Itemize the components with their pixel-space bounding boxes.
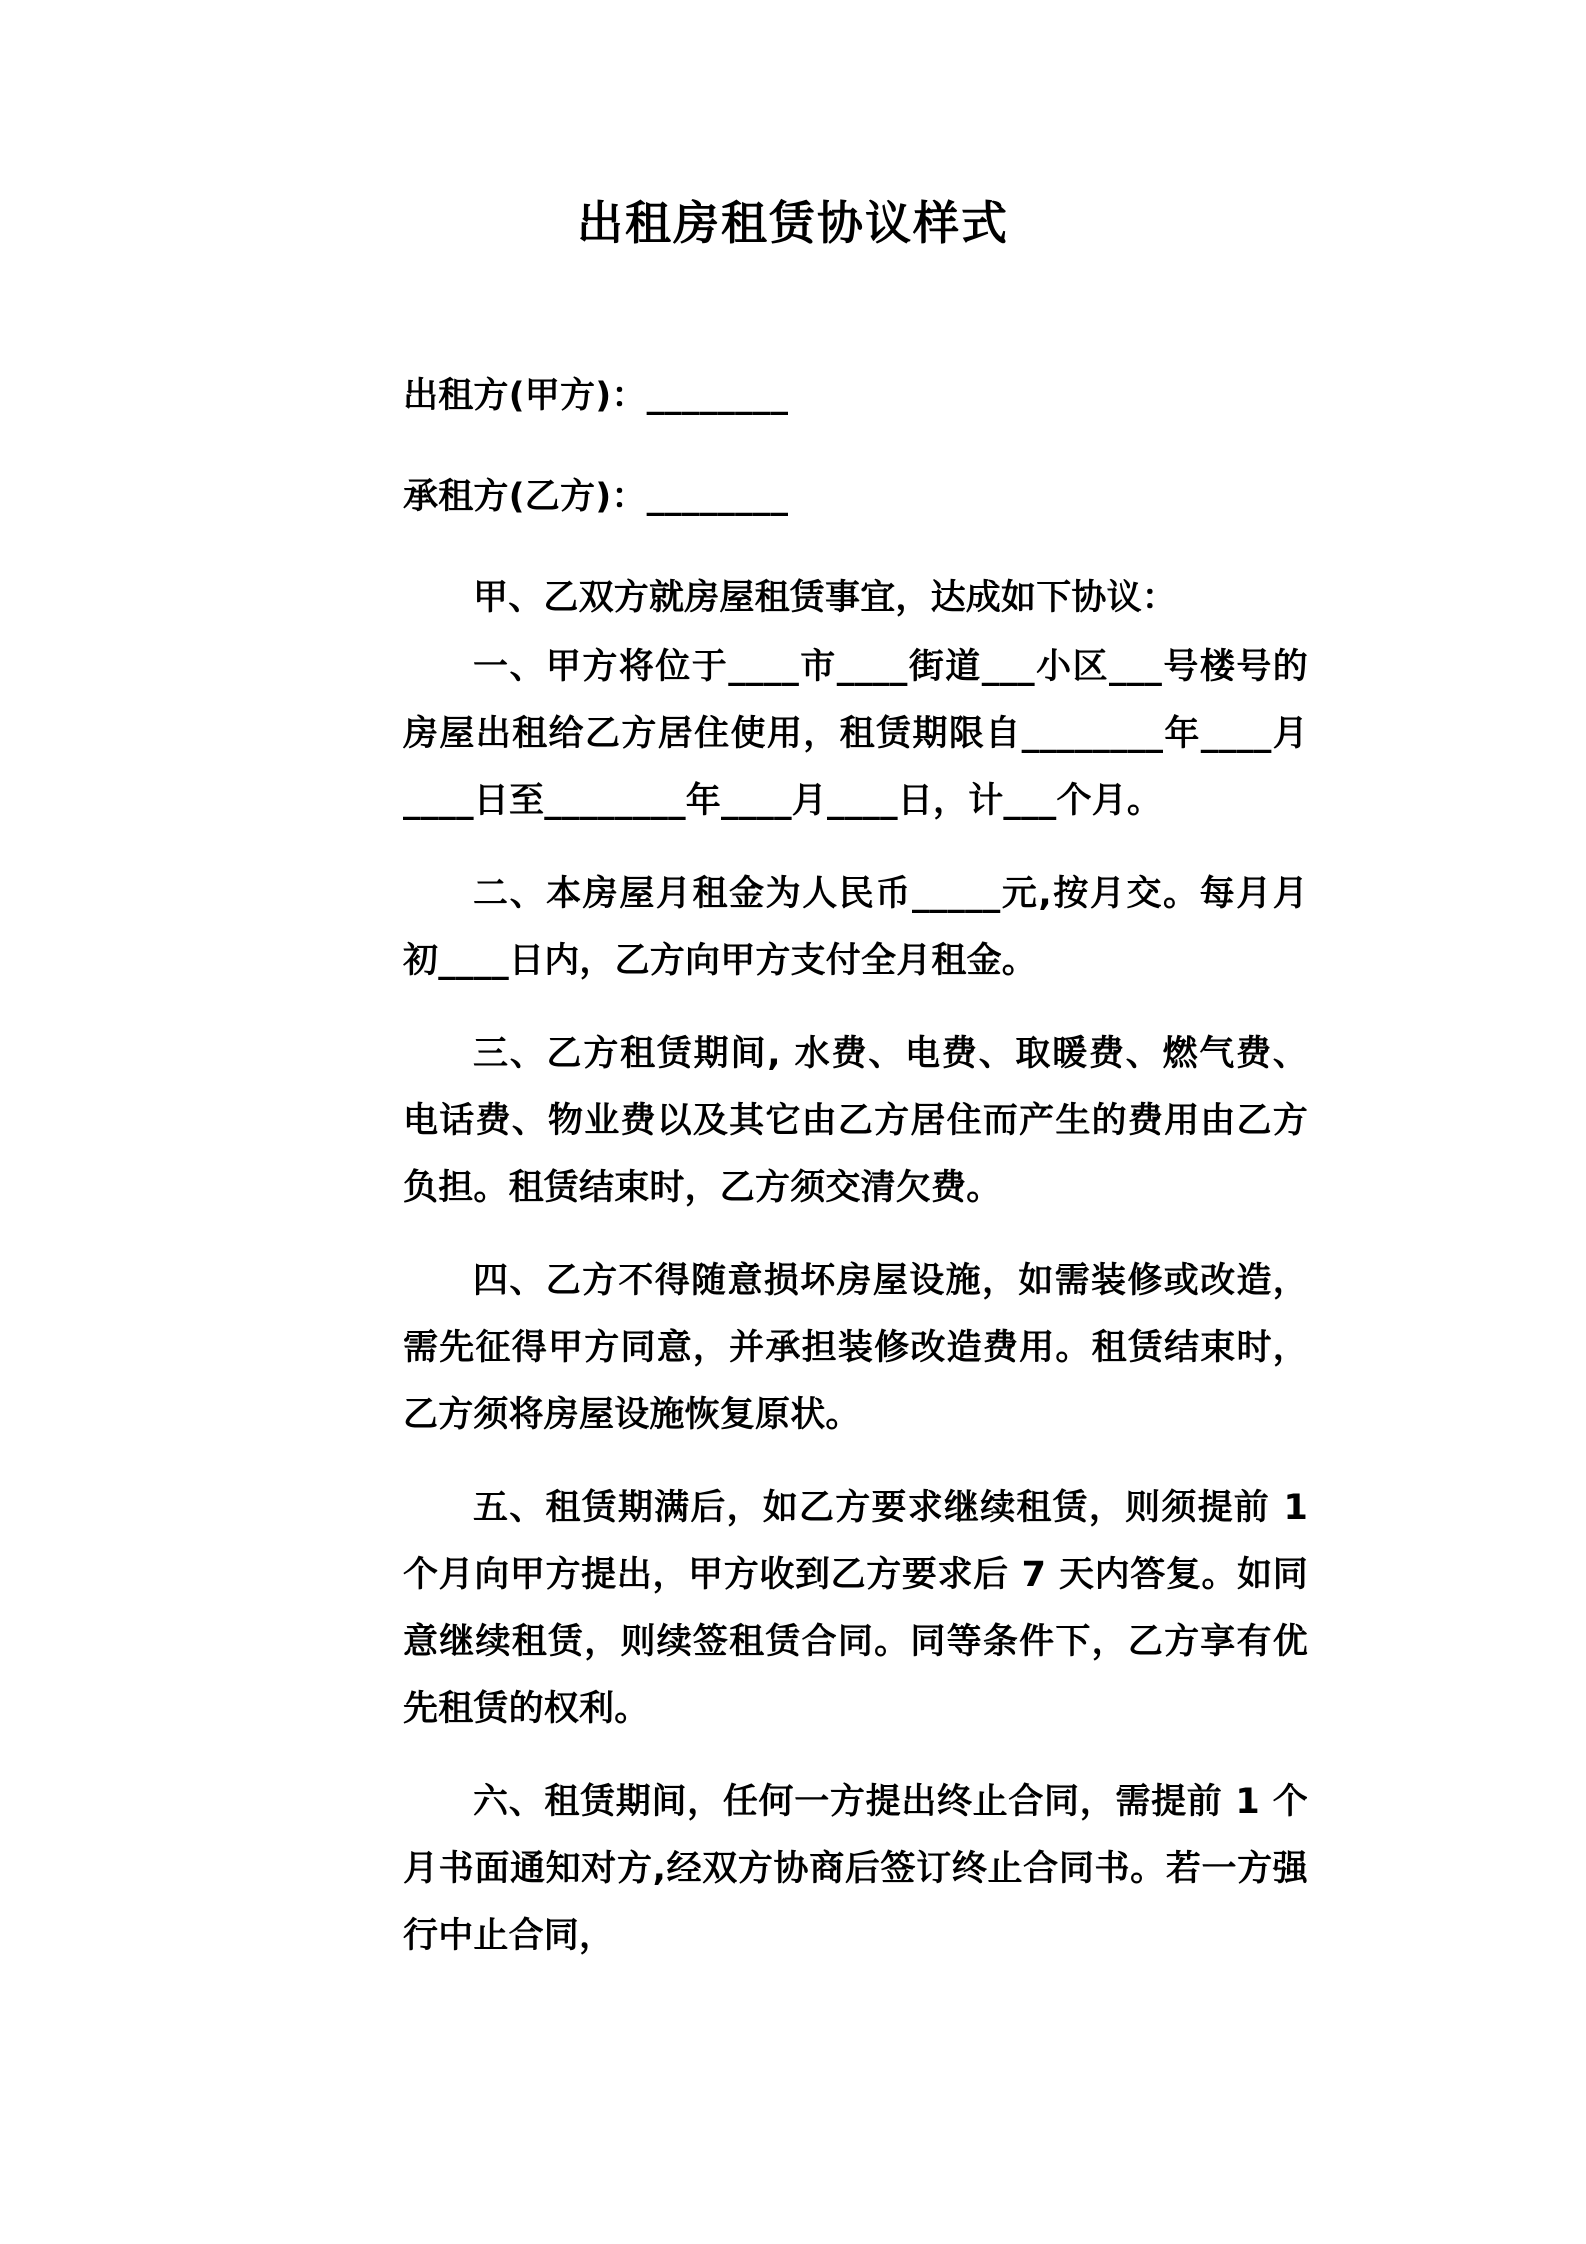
clause-1: 一、甲方将位于____市____街道___小区___号楼号的房屋出租给乙方居住使用，租赁期限自________年____月____日至________年____月____日，计___个月。 [403, 647, 1308, 822]
clause-3: 三、乙方租赁期间, 水费、电费、取暖费、燃气费、电话费、物业费以及其它由乙方居住而产生的费用由乙方负担。租赁结束时，乙方须交清欠费。 [403, 1034, 1308, 1209]
clause-2: 二、本房屋月租金为人民币_____元,按月交。每月月初____日内，乙方向甲方支付全月租金。 [403, 874, 1308, 982]
clause-5: 五、租赁期满后，如乙方要求继续租赁，则须提前 1 个月向甲方提出，甲方收到乙方要求后 7 天内答复。如同意继续租赁，则续签租赁合同。同等条件下，乙方享有优先租赁的权利。 [403, 1488, 1308, 1730]
clause-4: 四、乙方不得随意损坏房屋设施，如需装修或改造，需先征得甲方同意，并承担装修改造费用。租赁结束时，乙方须将房屋设施恢复原状。 [403, 1261, 1308, 1436]
party-lessee-line: 承租方(乙方)：________ [403, 477, 789, 518]
document-body [223, 251, 1363, 1970]
agreement-intro: 甲、乙双方就房屋租赁事宜，达成如下协议： [473, 578, 1178, 619]
page-title: 出租房租赁协议样式 [577, 196, 1009, 250]
party-lessor-line: 出租方(甲方)：________ [403, 376, 789, 417]
clause-6: 六、租赁期间，任何一方提出终止合同，需提前 1 个月书面通知对方,经双方协商后签订终止合同书。若一方强行中止合同， [403, 1782, 1308, 1957]
